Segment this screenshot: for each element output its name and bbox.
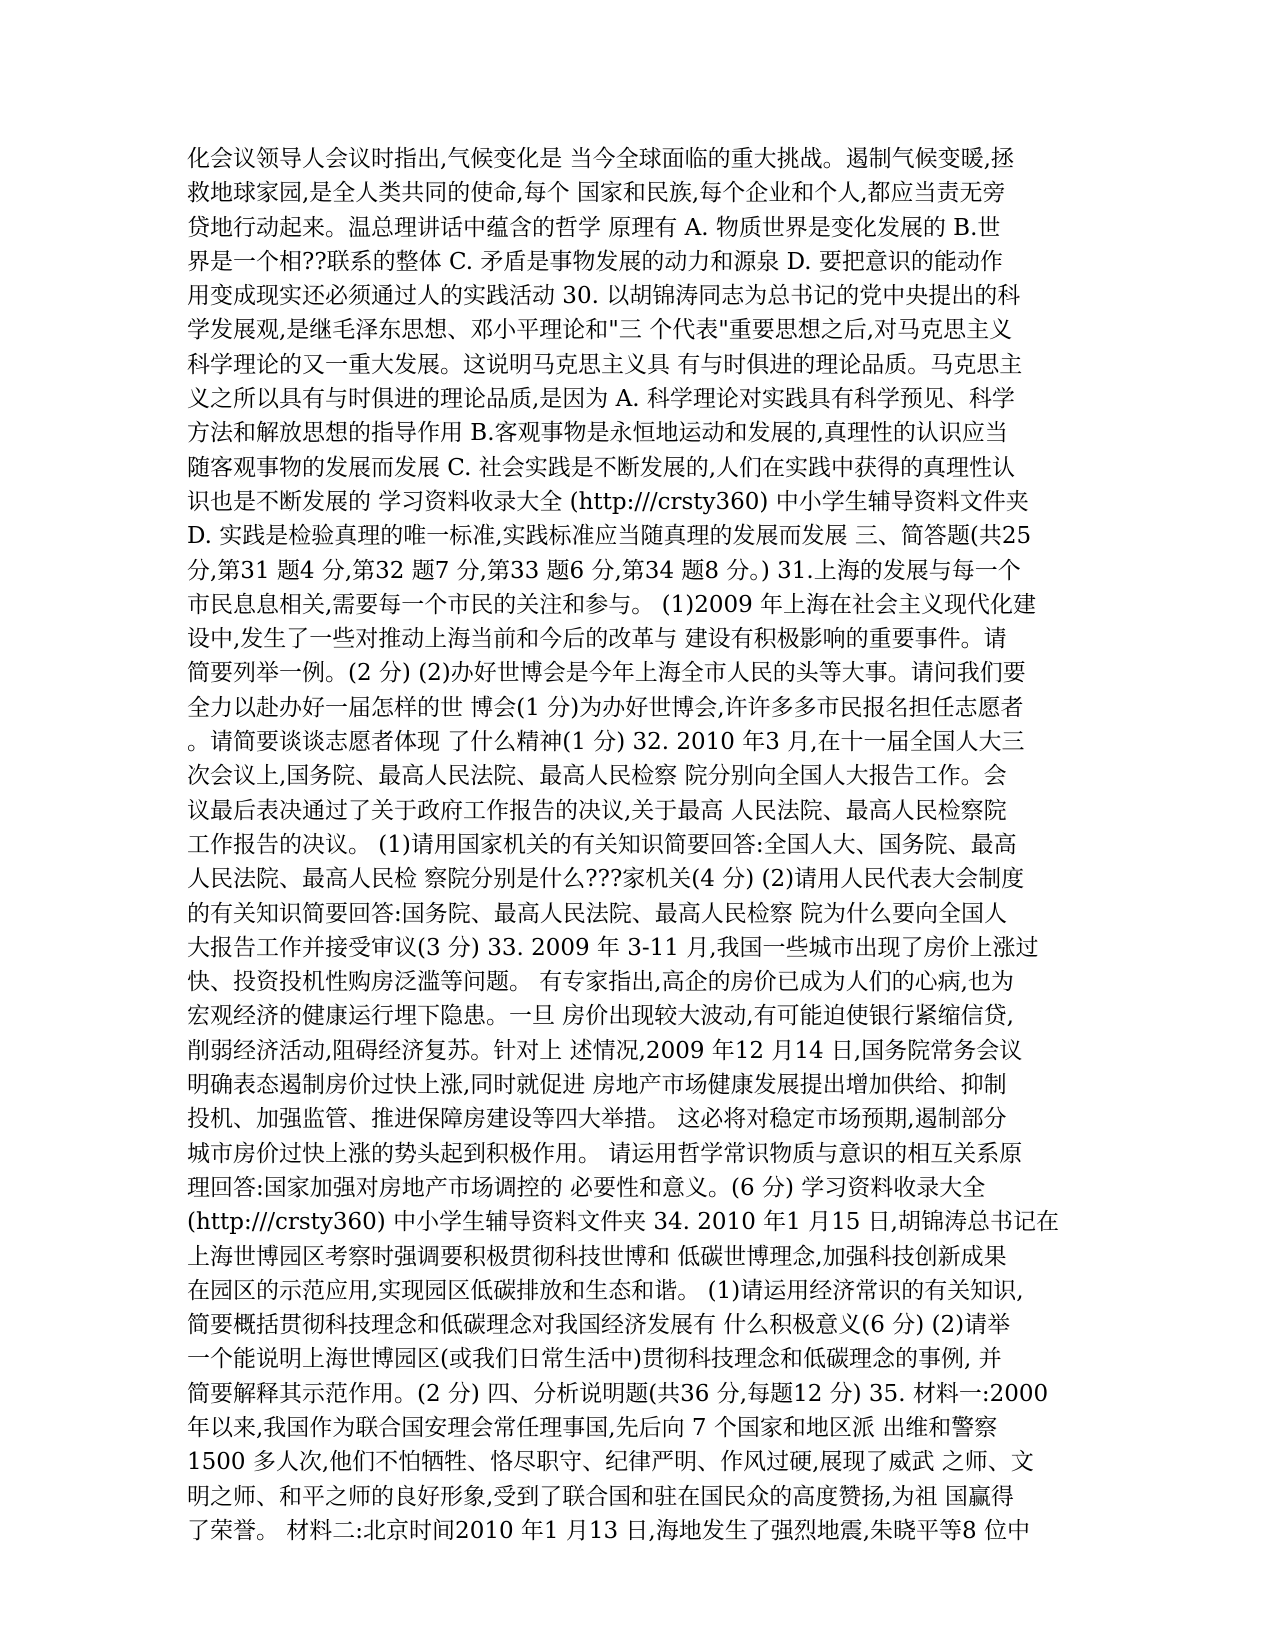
text-line: 年以来,我国作为联合国安理会常任理事国,先后向 7 个国家和地区派 出维和警察	[187, 1414, 998, 1441]
text-line: 方法和解放思想的指导作用 B.客观事物是永恒地运动和发展的,真理性的认识应当	[187, 420, 1008, 447]
text-line: 用变成现实还必须通过人的实践活动 30. 以胡锦涛同志为总书记的党中央提出的科	[187, 283, 1021, 310]
text-line: 上海世博园区考察时强调要积极贯彻科技世博和 低碳世博理念,加强科技创新成果	[187, 1243, 1007, 1270]
text-line: 学发展观,是继毛泽东思想、邓小平理论和"三 个代表"重要思想之后,对马克思主义	[187, 317, 1013, 344]
text-line: 明之师、和平之师的良好形象,受到了联合国和驻在国民众的高度赞扬,为祖 国赢得	[187, 1483, 1014, 1510]
text-line: 义之所以具有与时俱进的理论品质,是因为 A. 科学理论对实践具有科学预见、科学	[187, 386, 1015, 413]
text-line: 市民息息相关,需要每一个市民的关注和参与。 (1)2009 年上海在社会主义现代化建	[187, 591, 1037, 618]
text-line: 简要概括贯彻科技理念和低碳理念对我国经济发展有 什么积极意义(6 分) (2)请举	[187, 1312, 1011, 1339]
text-line: 科学理论的又一重大发展。这说明马克思主义具 有与时俱进的理论品质。马克思主	[187, 351, 1023, 378]
text-line: 削弱经济活动,阻碍经济复苏。针对上 述情况,2009 年12 月14 日,国务院常务会议	[187, 1037, 1023, 1064]
text-line: 明确表态遏制房价过快上涨,同时就促进 房地产市场健康发展提出增加供给、抑制	[187, 1072, 1007, 1099]
text-line: 的有关知识简要回答:国务院、最高人民法院、最高人民检察 院为什么要向全国人	[187, 900, 1008, 927]
text-line: 理回答:国家加强对房地产市场调控的 必要性和意义。(6 分) 学习资料收录大全	[187, 1174, 986, 1201]
text-line: 次会议上,国务院、最高人民法院、最高人民检察 院分别向全国人大报告工作。会	[187, 763, 1007, 790]
text-line: 界是一个相??联系的整体 C. 矛盾是事物发展的动力和源泉 D. 要把意识的能动作	[187, 248, 1003, 275]
text-line: 全力以赴办好一届怎样的世 博会(1 分)为办好世博会,许许多多市民报名担任志愿者	[187, 694, 1024, 721]
text-line: 工作报告的决议。 (1)请用国家机关的有关知识简要回答:全国人大、国务院、最高	[187, 831, 1017, 858]
text-line: 一个能说明上海世博园区(或我们日常生活中)贯彻科技理念和低碳理念的事例, 并	[187, 1346, 1002, 1373]
text-line: 人民法院、最高人民检 察院分别是什么???家机关(4 分) (2)请用人民代表大会制度	[187, 866, 1025, 893]
text-line: (http:///crsty360) 中小学生辅导资料文件夹 34. 2010 年1 月15 日,胡锦涛总书记在	[187, 1209, 1059, 1236]
text-line: 贷地行动起来。温总理讲话中蕴含的哲学 原理有 A. 物质世界是变化发展的 B.世	[187, 214, 1001, 241]
text-line: 。请简要谈谈志愿者体现 了什么精神(1 分) 32. 2010 年3 月,在十一届全国人大三	[187, 729, 1025, 756]
text-line: 分,第31 题4 分,第32 题7 分,第33 题6 分,第34 题8 分。) 31.上海的发展与每一个	[187, 557, 1021, 584]
text-line: 化会议领导人会议时指出,气候变化是 当今全球面临的重大挑战。遏制气候变暖,拯	[187, 146, 1014, 172]
text-line: 议最后表决通过了关于政府工作报告的决议,关于最高 人民法院、最高人民检察院	[187, 797, 1007, 824]
text-line: 大报告工作并接受审议(3 分) 33. 2009 年 3-11 月,我国一些城市出现了房价上涨过	[187, 934, 1039, 961]
text-line: 了荣誉。 材料二:北京时间2010 年1 月13 日,海地发生了强烈地震,朱晓平等8 位中	[187, 1517, 1030, 1544]
text-line: 投机、加强监管、推进保障房建设等四大举措。 这必将对稳定市场预期,遏制部分	[187, 1106, 1007, 1133]
text-line: 识也是不断发展的 学习资料收录大全 (http:///crsty360) 中小学生辅导资料文件夹	[187, 488, 1029, 515]
text-line: 宏观经济的健康运行埋下隐患。一旦 房价出现较大波动,有可能迫使银行紧缩信贷,	[187, 1003, 1014, 1030]
text-line: D. 实践是检验真理的唯一标准,实践标准应当随真理的发展而发展 三、简答题(共25	[187, 523, 1032, 550]
text-line: 随客观事物的发展而发展 C. 社会实践是不断发展的,人们在实践中获得的真理性认	[187, 454, 1016, 481]
text-line: 设中,发生了一些对推动上海当前和今后的改革与 建设有积极影响的重要事件。请	[187, 626, 1007, 653]
text-line: 在园区的示范应用,实现园区低碳排放和生态和谐。 (1)请运用经济常识的有关知识,	[187, 1277, 1024, 1304]
text-line: 城市房价过快上涨的势头起到积极作用。 请运用哲学常识物质与意识的相互关系原	[187, 1140, 1023, 1167]
body-text	[187, 142, 1067, 1548]
text-line: 简要解释其示范作用。(2 分) 四、分析说明题(共36 分,每题12 分) 35. 材料一:2000	[187, 1380, 1049, 1407]
text-line: 快、投资投机性购房泛滥等问题。 有专家指出,高企的房价已成为人们的心病,也为	[187, 969, 1014, 996]
text-line: 简要列举一例。(2 分) (2)办好世博会是今年上海全市人民的头等大事。请问我们要	[187, 660, 1026, 687]
text-line: 1500 多人次,他们不怕牺牲、恪尽职守、纪律严明、作风过硬,展现了威武 之师、文	[187, 1449, 1034, 1476]
text-line: 救地球家园,是全人类共同的使命,每个 国家和民族,每个企业和个人,都应当责无旁	[187, 180, 1006, 207]
